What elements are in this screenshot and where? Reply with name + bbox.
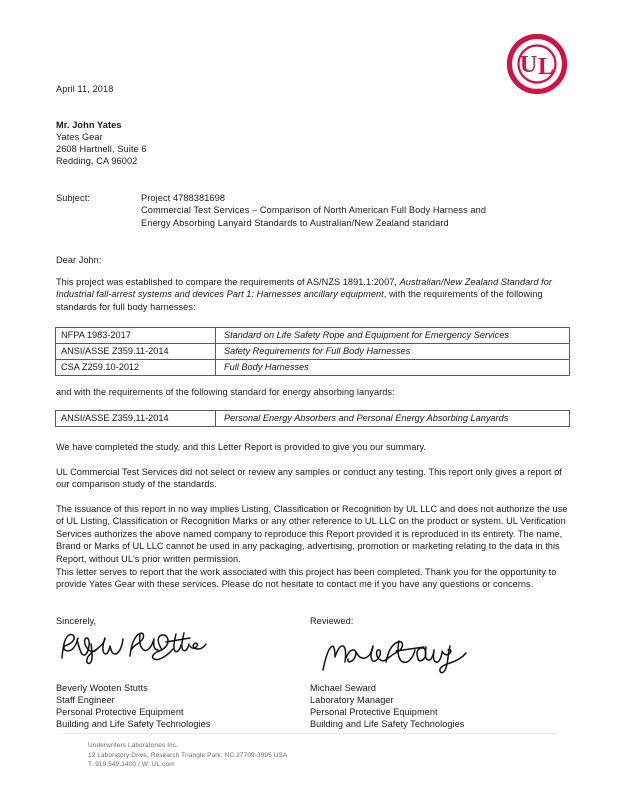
footer-divider — [62, 733, 556, 734]
paragraph-closing: This letter serves to report that the work associated with this project has been completed. Thank you for the opportunity to provide Yates Gear with these services. Please do not hesitate to contact me if you have any questions or concerns. — [56, 567, 557, 590]
salutation: Dear John: — [56, 255, 102, 265]
subject-label: Subject: — [56, 193, 90, 203]
subject-line-2: Commercial Test Services – Comparison of North American Full Body Harness and — [141, 205, 487, 216]
table-row — [56, 344, 570, 360]
svg-text:L: L — [537, 54, 555, 80]
recipient-company: Yates Gear — [56, 132, 103, 143]
signer-division: Building and Life Safety Technologies — [310, 719, 465, 730]
footer-block — [88, 741, 287, 770]
ul-logo — [506, 33, 568, 95]
paragraph-completed: We have completed the study, and this Letter Report is provided to give you our summary. — [56, 442, 427, 452]
standard-code: CSA Z259.10-2012 — [56, 360, 216, 376]
svg-text:U: U — [519, 52, 538, 78]
subject-line-1: Project 4788381698 — [141, 193, 226, 203]
signature-image-michael-seward — [320, 638, 480, 678]
signature-block-left — [56, 682, 210, 730]
signer-dept: Personal Protective Equipment — [56, 707, 184, 718]
table-row — [56, 360, 570, 376]
standard-title: Full Body Harnesses — [216, 360, 570, 376]
table-row — [56, 328, 570, 344]
signer-title: Staff Engineer — [56, 695, 115, 706]
table-row — [56, 411, 570, 427]
reviewed-label: Reviewed: — [310, 616, 354, 626]
footer-address: 12 Laboratory Drive, Research Triangle Park, NC 27709-3995 USA — [88, 751, 288, 759]
standard-title: Safety Requirements for Full Body Harnesses — [216, 344, 570, 360]
harness-standards-table — [55, 327, 570, 376]
signature-image-beverly-stutts — [58, 628, 218, 668]
paragraph-intro — [56, 276, 568, 313]
signer-division: Building and Life Safety Technologies — [56, 719, 211, 730]
recipient-city-state-zip: Redding, CA 96002 — [56, 156, 138, 167]
standard-code: NFPA 1983-2017 — [56, 328, 216, 344]
letter-date: April 11, 2018 — [56, 84, 114, 94]
standard-code: ANSI/ASSE Z359.11-2014 — [56, 344, 216, 360]
intro-standard-title: Australian/New Zealand Standard for Industrial fall-arrest systems and devices Part 1: Harnesses ancillary equipment — [56, 277, 553, 300]
subject-line-3: Energy Absorbing Lanyard Standards to Australian/New Zealand standard — [141, 217, 449, 228]
paragraph-issuance-disclaimer: The issuance of this report in no way implies Listing, Classification or Recognition by UL LLC and does not authorize the use of UL Listing, Classification or Recognition Marks or any other reference to UL LLC on the product or system. UL Verification Services authorizes the above named company to reproduce this Report provided it is reproduced in its entirety. The name, Brand or Marks of UL LLC cannot be used in any packaging, advertising, promotion or marketing relating to the data in this Report, without UL's prior written permission. — [56, 504, 568, 564]
recipient-street: 2608 Hartnell, Suite 6 — [56, 144, 147, 155]
lanyard-standards-table — [55, 410, 570, 427]
standard-title: Personal Energy Absorbers and Personal Energy Absorbing Lanyards — [216, 411, 570, 427]
sincerely-label: Sincerely, — [56, 616, 97, 626]
signer-name: Beverly Wooten Stutts — [56, 683, 148, 693]
paragraph-lanyard-lead: and with the requirements of the following standard for energy absorbing lanyards: — [56, 387, 395, 397]
signer-title: Laboratory Manager — [310, 695, 394, 706]
subject-block — [56, 192, 566, 229]
intro-text-post: , with the requirements of the following standards for full body harnesses: — [56, 289, 543, 312]
footer-company: Underwriters Laboratories Inc. — [88, 742, 179, 749]
footer-contact: T: 919.549.1400 / W: UL.com — [88, 761, 175, 769]
standard-code: ANSI/ASSE Z359.11-2014 — [56, 411, 216, 427]
signer-dept: Personal Protective Equipment — [310, 707, 438, 718]
intro-text-pre: This project was established to compare the requirements of AS/NZS 1891.1:2007, — [56, 277, 400, 287]
paragraph-no-selection: UL Commercial Test Services did not select or review any samples or conduct any testing. This report only gives a report of our comparison study of the standards. — [56, 467, 562, 490]
recipient-name: Mr. John Yates — [56, 120, 122, 130]
standard-title: Standard on Life Safety Rope and Equipment for Emergency Services — [216, 328, 570, 344]
recipient-address — [56, 119, 147, 167]
signature-block-right — [310, 682, 464, 730]
signer-name: Michael Seward — [310, 683, 377, 693]
